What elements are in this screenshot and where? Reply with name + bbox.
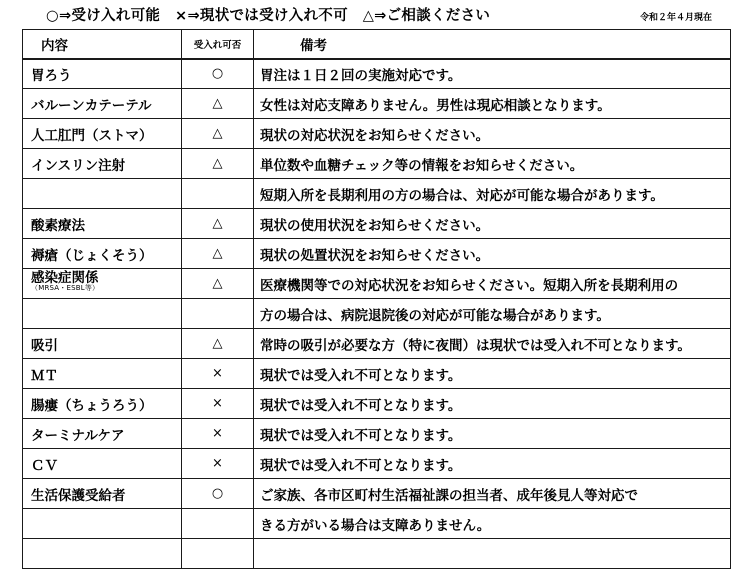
table-row [23, 449, 731, 479]
row-name-cell: 吸引 [23, 329, 182, 359]
row-note: 現状では受入れ不可となります。 [254, 359, 731, 389]
table-row [23, 59, 731, 89]
table-row [23, 269, 731, 299]
row-avail: × [182, 449, 254, 479]
row-note: 医療機関等での対応状況をお知らせください。短期入所を長期利用の [254, 269, 731, 299]
table-header-row [23, 30, 731, 59]
row-avail: △ [182, 149, 254, 179]
table-row [23, 299, 731, 329]
row-name-cell: 胃ろう [23, 59, 182, 89]
table-body [23, 59, 731, 569]
row-note: 女性は対応支障ありません。男性は現応相談となります。 [254, 89, 731, 119]
row-note: 常時の吸引が必要な方（特に夜間）は現状では受入れ不可となります。 [254, 329, 731, 359]
header-name: 内容 [23, 30, 182, 59]
row-name-cell [23, 299, 182, 329]
legend: ○⇒受け入れ可能 ×⇒現状では受け入れ不可 △⇒ご相談ください [46, 8, 491, 24]
row-name-cell: 腸瘻（ちょうろう） [23, 389, 182, 419]
table-row [23, 389, 731, 419]
row-avail: × [182, 419, 254, 449]
table-row [23, 539, 731, 569]
row-avail [182, 299, 254, 329]
row-avail: △ [182, 209, 254, 239]
acceptance-table [22, 29, 731, 569]
table-row [23, 479, 731, 509]
row-note: 短期入所を長期利用の方の場合は、対応が可能な場合があります。 [254, 179, 731, 209]
row-note: 胃注は１日２回の実施対応です。 [254, 59, 731, 89]
row-name-cell [23, 509, 182, 539]
row-avail: △ [182, 239, 254, 269]
table-row [23, 119, 731, 149]
header-avail: 受入れ可否 [182, 30, 254, 59]
row-name: 感染症関係 [31, 270, 99, 286]
row-note: きる方がいる場合は支障ありません。 [254, 509, 731, 539]
table-row [23, 239, 731, 269]
row-name-sub: （MRSA・ESBL等） [31, 284, 100, 292]
table-row [23, 89, 731, 119]
row-note: 現状では受入れ不可となります。 [254, 449, 731, 479]
table-row [23, 149, 731, 179]
row-name-cell: ＭＴ [23, 359, 182, 389]
table-row [23, 209, 731, 239]
date-label: 令和２年４月現在 [640, 13, 713, 23]
row-note: 現状では受入れ不可となります。 [254, 389, 731, 419]
row-note: ご家族、各市区町村生活福祉課の担当者、成年後見人等対応で [254, 479, 731, 509]
row-avail [182, 179, 254, 209]
row-name-cell: バルーンカテーテル [23, 89, 182, 119]
row-avail [182, 509, 254, 539]
row-avail [182, 539, 254, 569]
row-note: 現状の処置状況をお知らせください。 [254, 239, 731, 269]
header-note: 備考 [254, 30, 731, 59]
row-avail: ○ [182, 59, 254, 89]
row-note: 現状では受入れ不可となります。 [254, 419, 731, 449]
row-name-cell: 褥瘡（じょくそう） [23, 239, 182, 269]
row-name-cell [23, 539, 182, 569]
row-name-cell: ターミナルケア [23, 419, 182, 449]
table-row [23, 509, 731, 539]
row-name-cell: 酸素療法 [23, 209, 182, 239]
table-row [23, 179, 731, 209]
row-note: 現状の使用状況をお知らせください。 [254, 209, 731, 239]
row-note: 現状の対応状況をお知らせください。 [254, 119, 731, 149]
row-avail: △ [182, 119, 254, 149]
row-avail: △ [182, 89, 254, 119]
row-name-cell [23, 269, 182, 299]
row-note: 方の場合は、病院退院後の対応が可能な場合があります。 [254, 299, 731, 329]
table-row [23, 419, 731, 449]
row-name-cell: ＣＶ [23, 449, 182, 479]
row-avail: △ [182, 269, 254, 299]
table-row [23, 359, 731, 389]
row-avail: ○ [182, 479, 254, 509]
row-note: 単位数や血糖チェック等の情報をお知らせください。 [254, 149, 731, 179]
row-avail: × [182, 389, 254, 419]
row-name-cell: インスリン注射 [23, 149, 182, 179]
row-note [254, 539, 731, 569]
table-row [23, 329, 731, 359]
row-name-cell: 生活保護受給者 [23, 479, 182, 509]
row-name-cell: 人工肛門（ストマ） [23, 119, 182, 149]
row-avail: △ [182, 329, 254, 359]
row-avail: × [182, 359, 254, 389]
row-name-cell [23, 179, 182, 209]
